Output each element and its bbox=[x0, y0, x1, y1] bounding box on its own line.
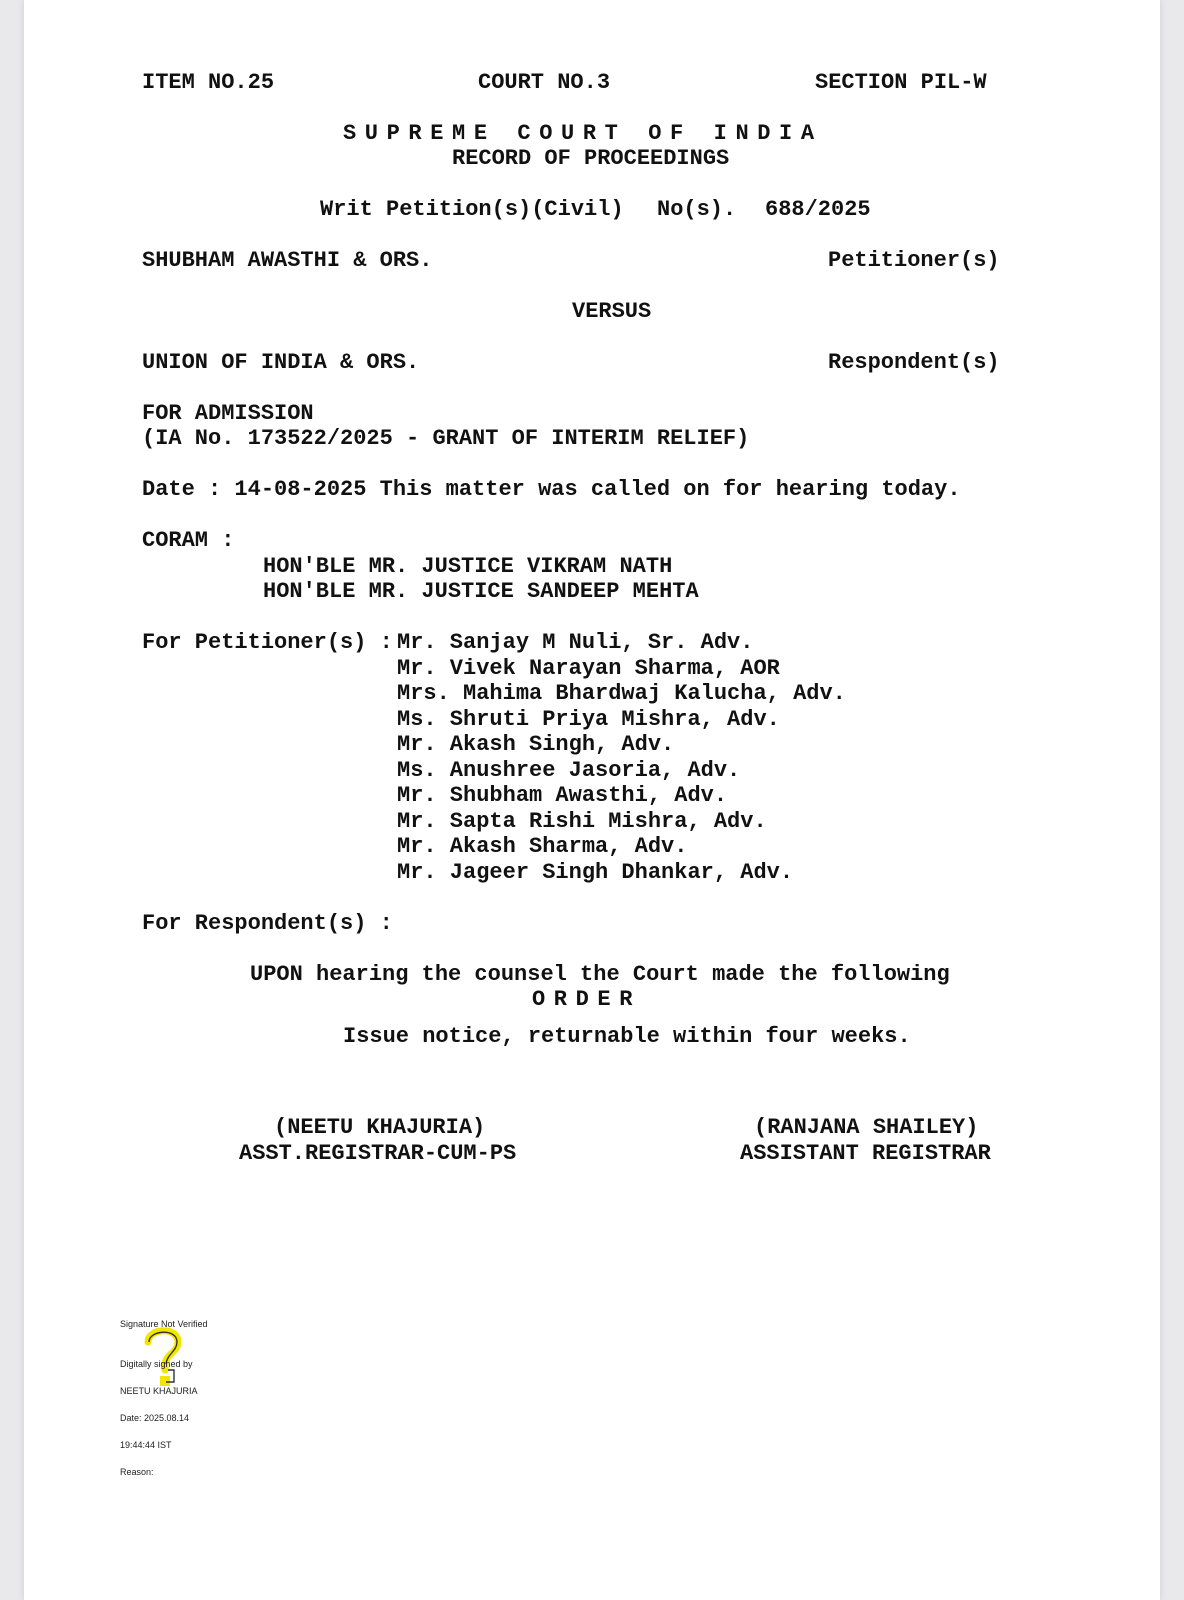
counsel-name: Mr. Sanjay M Nuli, Sr. Adv. bbox=[397, 630, 754, 655]
signature-detail-line: Digitally signed by bbox=[120, 1359, 193, 1369]
respondent-label: Respondent(s) bbox=[828, 350, 1000, 375]
signature-detail-line: Date: 2025.08.14 bbox=[120, 1413, 190, 1423]
counsel-name: Ms. Shruti Priya Mishra, Adv. bbox=[397, 707, 780, 732]
counsel-name: Mr. Sapta Rishi Mishra, Adv. bbox=[397, 809, 767, 834]
case-number-label: No(s). bbox=[657, 197, 737, 222]
signature-detail-line: Reason: bbox=[120, 1467, 154, 1477]
counsel-name: Mr. Vivek Narayan Sharma, AOR bbox=[397, 656, 780, 681]
signature-detail-line: 19:44:44 IST bbox=[120, 1440, 172, 1450]
petitioner-label: Petitioner(s) bbox=[828, 248, 1000, 273]
record-of-proceedings bbox=[24, 0, 1160, 1600]
order-heading: ORDER bbox=[532, 987, 642, 1012]
counsel-name: Ms. Anushree Jasoria, Adv. bbox=[397, 758, 741, 783]
counsel-name: Mr. Jageer Singh Dhankar, Adv. bbox=[397, 860, 794, 885]
for-respondent-label: For Respondent(s) : bbox=[142, 911, 393, 936]
counsel-name: Mr. Akash Singh, Adv. bbox=[397, 732, 675, 757]
court-name-title: SUPREME COURT OF INDIA bbox=[343, 121, 823, 146]
order-intro: UPON hearing the counsel the Court made the following bbox=[250, 962, 950, 987]
signature-status: Signature Not Verified bbox=[120, 1319, 208, 1329]
counsel-name: Mr. Akash Sharma, Adv. bbox=[397, 834, 688, 859]
left-signatory-name: (NEETU KHAJURIA) bbox=[274, 1115, 486, 1140]
court-number: COURT NO.3 bbox=[478, 70, 611, 95]
respondent-name: UNION OF INDIA & ORS. bbox=[142, 350, 420, 375]
judge-name: HON'BLE MR. JUSTICE SANDEEP MEHTA bbox=[263, 579, 699, 604]
judge-name: HON'BLE MR. JUSTICE VIKRAM NATH bbox=[263, 554, 673, 579]
petitioner-name: SHUBHAM AWASTHI & ORS. bbox=[142, 248, 433, 273]
section-label: SECTION PIL-W bbox=[815, 70, 987, 95]
case-type: Writ Petition(s)(Civil) bbox=[320, 197, 624, 222]
right-signatory-title: ASSISTANT REGISTRAR bbox=[740, 1141, 991, 1166]
interim-application: (IA No. 173522/2025 - GRANT OF INTERIM RELIEF) bbox=[142, 426, 750, 451]
coram-label: CORAM : bbox=[142, 528, 235, 553]
case-number: 688/2025 bbox=[765, 197, 871, 222]
signature-detail-line: NEETU KHAJURIA bbox=[120, 1386, 198, 1396]
document-page bbox=[24, 0, 1160, 1600]
counsel-name: Mr. Shubham Awasthi, Adv. bbox=[397, 783, 728, 808]
versus-label: VERSUS bbox=[572, 299, 652, 324]
order-text: Issue notice, returnable within four weeks. bbox=[343, 1024, 911, 1049]
for-petitioner-label: For Petitioner(s) : bbox=[142, 630, 393, 655]
counsel-name: Mrs. Mahima Bhardwaj Kalucha, Adv. bbox=[397, 681, 846, 706]
digital-signature-block bbox=[120, 1319, 240, 1477]
record-of-proceedings-title: RECORD OF PROCEEDINGS bbox=[452, 146, 730, 171]
right-signatory-name: (RANJANA SHAILEY) bbox=[754, 1115, 979, 1140]
signature-details bbox=[120, 1342, 198, 1495]
admission-title: FOR ADMISSION bbox=[142, 401, 314, 426]
item-number: ITEM NO.25 bbox=[142, 70, 275, 95]
left-signatory-title: ASST.REGISTRAR-CUM-PS bbox=[239, 1141, 517, 1166]
hearing-date-line: Date : 14-08-2025 This matter was called on for hearing today. bbox=[142, 477, 961, 502]
